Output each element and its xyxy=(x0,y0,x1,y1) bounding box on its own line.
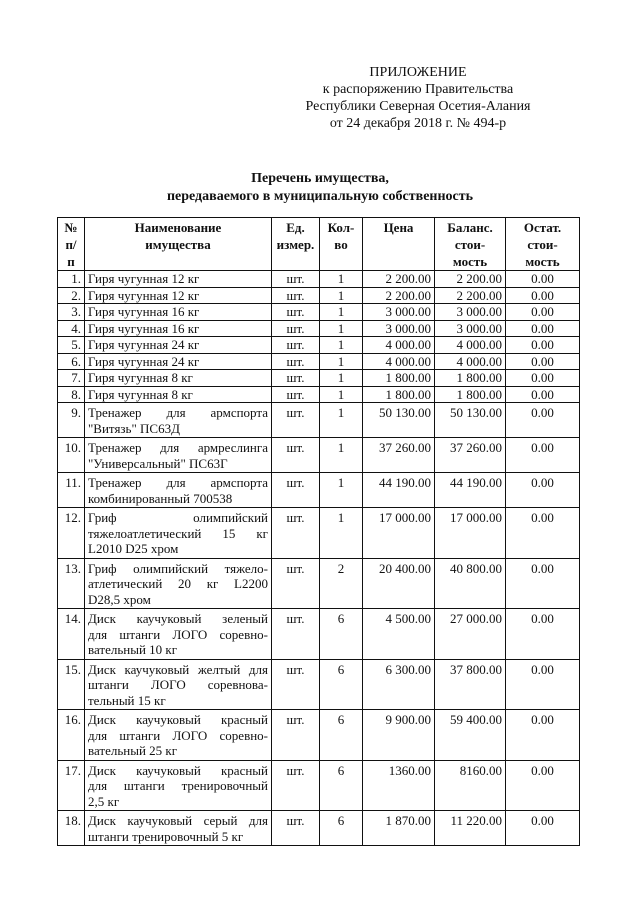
quantity: 6 xyxy=(320,609,363,660)
residual-value: 0.00 xyxy=(506,287,580,304)
residual-value: 0.00 xyxy=(506,473,580,508)
balance-value: 3 000.00 xyxy=(435,304,506,321)
quantity: 1 xyxy=(320,353,363,370)
table-row xyxy=(58,508,580,559)
unit-of-measure: шт. xyxy=(272,320,320,337)
column-header-line: Баланс. xyxy=(447,220,493,235)
item-name xyxy=(85,271,272,288)
column-header-line: Наименование xyxy=(134,220,222,235)
item-name-line: Тренажер для армспорта xyxy=(88,405,268,420)
price: 9 900.00 xyxy=(363,710,435,761)
residual-value: 0.00 xyxy=(506,320,580,337)
price: 4 000.00 xyxy=(363,337,435,354)
item-name-line: тельный 15 кг xyxy=(88,692,166,708)
row-number: 12. xyxy=(58,508,85,559)
item-name-line: комбинированный 700538 xyxy=(88,490,233,506)
row-number: 9. xyxy=(58,403,85,438)
item-name-line: Гиря чугунная 16 кг xyxy=(88,304,200,319)
price: 2 200.00 xyxy=(363,287,435,304)
item-name-line: Гриф олимпийский xyxy=(88,510,268,525)
item-name-line: Диск каучуковый красный xyxy=(88,762,268,778)
item-name xyxy=(85,659,272,710)
item-name-line: тяжелоатлетический 15 кг xyxy=(88,525,268,541)
table-body xyxy=(58,271,580,846)
table-row xyxy=(58,386,580,403)
unit-of-measure: шт. xyxy=(272,473,320,508)
column-header-line: мость xyxy=(452,254,488,269)
quantity: 1 xyxy=(320,508,363,559)
appendix-issuer: Республики Северная Осетия-Алания xyxy=(305,99,531,114)
residual-value: 0.00 xyxy=(506,760,580,811)
item-name-line: Гиря чугунная 8 кг xyxy=(88,386,193,402)
row-number: 18. xyxy=(58,811,85,846)
appendix-title: ПРИЛОЖЕНИЕ xyxy=(369,65,467,80)
item-name-line: Диск каучуковый зеленый xyxy=(88,611,268,626)
residual-value: 0.00 xyxy=(506,609,580,660)
balance-value: 4 000.00 xyxy=(435,353,506,370)
table-row xyxy=(58,558,580,609)
balance-value: 2 200.00 xyxy=(435,271,506,288)
item-name-line: Тренажер для армспорта xyxy=(88,475,268,490)
price: 20 400.00 xyxy=(363,558,435,609)
balance-value: 1 800.00 xyxy=(435,370,506,387)
item-name-line: Гиря чугунная 12 кг xyxy=(88,287,200,303)
column-header-unit xyxy=(272,218,320,271)
item-name-line: Диск каучуковый желтый для xyxy=(88,661,268,677)
balance-value: 4 000.00 xyxy=(435,337,506,354)
quantity: 6 xyxy=(320,811,363,846)
quantity: 1 xyxy=(320,304,363,321)
item-name-line: штанги тренировочный 5 кг xyxy=(88,828,244,844)
table-row xyxy=(58,473,580,508)
price: 6 300.00 xyxy=(363,659,435,710)
quantity: 1 xyxy=(320,473,363,508)
item-name xyxy=(85,710,272,761)
item-name-line: вательный 10 кг xyxy=(88,642,178,657)
table-row xyxy=(58,811,580,846)
column-header-line: измер. xyxy=(276,237,315,252)
price: 1360.00 xyxy=(363,760,435,811)
item-name xyxy=(85,811,272,846)
row-number: 14. xyxy=(58,609,85,660)
column-header-line: имущества xyxy=(145,237,211,252)
row-number: 5. xyxy=(58,337,85,354)
column-header-line: № xyxy=(64,220,78,235)
item-name-line: Гиря чугунная 8 кг xyxy=(88,370,193,385)
unit-of-measure: шт. xyxy=(272,337,320,354)
quantity: 1 xyxy=(320,386,363,403)
balance-value: 11 220.00 xyxy=(435,811,506,846)
unit-of-measure: шт. xyxy=(272,760,320,811)
unit-of-measure: шт. xyxy=(272,386,320,403)
column-header-line: Ед. xyxy=(286,220,305,235)
row-number: 11. xyxy=(58,473,85,508)
price: 50 130.00 xyxy=(363,403,435,438)
table-row xyxy=(58,287,580,304)
price: 3 000.00 xyxy=(363,304,435,321)
item-name-line: Тренажер для армреслинга xyxy=(88,440,268,455)
item-name-line: 2,5 кг xyxy=(88,793,120,809)
column-header-price xyxy=(363,218,435,271)
item-name-line: Гиря чугунная 12 кг xyxy=(88,271,200,286)
row-number: 7. xyxy=(58,370,85,387)
quantity: 1 xyxy=(320,403,363,438)
item-name-line: L2010 D25 хром xyxy=(88,541,179,556)
table-row xyxy=(58,337,580,354)
balance-value: 44 190.00 xyxy=(435,473,506,508)
table-row xyxy=(58,710,580,761)
unit-of-measure: шт. xyxy=(272,508,320,559)
residual-value: 0.00 xyxy=(506,271,580,288)
residual-value: 0.00 xyxy=(506,811,580,846)
balance-value: 50 130.00 xyxy=(435,403,506,438)
balance-value: 27 000.00 xyxy=(435,609,506,660)
item-name xyxy=(85,609,272,660)
item-name xyxy=(85,287,272,304)
item-name xyxy=(85,353,272,370)
residual-value: 0.00 xyxy=(506,558,580,609)
item-name-line: "Витязь" ПС63Д xyxy=(88,420,180,436)
unit-of-measure: шт. xyxy=(272,659,320,710)
item-name-line: Гиря чугунная 16 кг xyxy=(88,320,200,336)
quantity: 6 xyxy=(320,659,363,710)
column-header-name xyxy=(85,218,272,271)
quantity: 2 xyxy=(320,558,363,609)
price: 3 000.00 xyxy=(363,320,435,337)
balance-value: 1 800.00 xyxy=(435,386,506,403)
quantity: 6 xyxy=(320,760,363,811)
property-table xyxy=(57,217,580,846)
column-header-residual-value xyxy=(506,218,580,271)
balance-value: 17 000.00 xyxy=(435,508,506,559)
table-row xyxy=(58,304,580,321)
unit-of-measure: шт. xyxy=(272,353,320,370)
column-header-line: Остат. xyxy=(523,220,562,235)
column-header-line: стои- xyxy=(527,237,558,252)
unit-of-measure: шт. xyxy=(272,271,320,288)
row-number: 4. xyxy=(58,320,85,337)
price: 4 000.00 xyxy=(363,353,435,370)
price: 37 260.00 xyxy=(363,438,435,473)
table-row xyxy=(58,353,580,370)
item-name-line: атлетический 20 кг L2200 xyxy=(88,576,268,591)
residual-value: 0.00 xyxy=(506,659,580,710)
appendix-date-number: от 24 декабря 2018 г. № 494-р xyxy=(329,116,507,131)
table-row xyxy=(58,271,580,288)
table-row xyxy=(58,320,580,337)
residual-value: 0.00 xyxy=(506,508,580,559)
column-header-line: п xyxy=(67,254,75,269)
item-name-line: Гриф олимпийский тяжело- xyxy=(88,560,268,576)
item-name xyxy=(85,760,272,811)
quantity: 1 xyxy=(320,438,363,473)
unit-of-measure: шт. xyxy=(272,287,320,304)
balance-value: 3 000.00 xyxy=(435,320,506,337)
heading-line-1: Перечень имущества, xyxy=(251,171,389,186)
column-header-quantity xyxy=(320,218,363,271)
residual-value: 0.00 xyxy=(506,710,580,761)
quantity: 1 xyxy=(320,370,363,387)
item-name xyxy=(85,438,272,473)
item-name xyxy=(85,403,272,438)
column-header-line: Кол- xyxy=(327,220,355,235)
residual-value: 0.00 xyxy=(506,370,580,387)
table-row xyxy=(58,760,580,811)
row-number: 10. xyxy=(58,438,85,473)
unit-of-measure: шт. xyxy=(272,438,320,473)
item-name xyxy=(85,304,272,321)
residual-value: 0.00 xyxy=(506,386,580,403)
document-header xyxy=(268,64,568,132)
item-name-line: вательный 25 кг xyxy=(88,743,178,758)
balance-value: 8160.00 xyxy=(435,760,506,811)
unit-of-measure: шт. xyxy=(272,304,320,321)
item-name xyxy=(85,508,272,559)
item-name xyxy=(85,386,272,403)
price: 1 800.00 xyxy=(363,370,435,387)
table-row xyxy=(58,438,580,473)
table-header-row xyxy=(58,218,580,271)
column-header-number xyxy=(58,218,85,271)
unit-of-measure: шт. xyxy=(272,370,320,387)
table-row xyxy=(58,403,580,438)
price: 44 190.00 xyxy=(363,473,435,508)
balance-value: 37 800.00 xyxy=(435,659,506,710)
residual-value: 0.00 xyxy=(506,304,580,321)
item-name-line: "Универсальный" ПС63Г xyxy=(88,455,228,471)
quantity: 1 xyxy=(320,337,363,354)
item-name-line: штанги ЛОГО соревнова- xyxy=(88,677,268,692)
item-name xyxy=(85,370,272,387)
appendix-reference: к распоряжению Правительства xyxy=(322,82,514,97)
item-name xyxy=(85,558,272,609)
table-row xyxy=(58,609,580,660)
row-number: 8. xyxy=(58,386,85,403)
unit-of-measure: шт. xyxy=(272,811,320,846)
unit-of-measure: шт. xyxy=(272,609,320,660)
unit-of-measure: шт. xyxy=(272,710,320,761)
price: 1 870.00 xyxy=(363,811,435,846)
row-number: 6. xyxy=(58,353,85,370)
column-header-line: во xyxy=(334,237,348,252)
item-name-line: Гиря чугунная 24 кг xyxy=(88,353,200,369)
balance-value: 40 800.00 xyxy=(435,558,506,609)
unit-of-measure: шт. xyxy=(272,403,320,438)
quantity: 1 xyxy=(320,320,363,337)
item-name xyxy=(85,320,272,337)
balance-value: 2 200.00 xyxy=(435,287,506,304)
item-name-line: Диск каучуковый серый для xyxy=(88,813,268,828)
price: 1 800.00 xyxy=(363,386,435,403)
price: 2 200.00 xyxy=(363,271,435,288)
row-number: 17. xyxy=(58,760,85,811)
column-header-line: Цена xyxy=(383,220,414,235)
balance-value: 59 400.00 xyxy=(435,710,506,761)
item-name-line: для штанги ЛОГО соревно- xyxy=(88,626,268,642)
column-header-line: стои- xyxy=(454,237,486,252)
price: 4 500.00 xyxy=(363,609,435,660)
column-header-line: мость xyxy=(525,254,560,269)
column-header-line: п/ xyxy=(65,237,77,252)
row-number: 15. xyxy=(58,659,85,710)
row-number: 16. xyxy=(58,710,85,761)
item-name xyxy=(85,337,272,354)
residual-value: 0.00 xyxy=(506,337,580,354)
column-header-balance-value xyxy=(435,218,506,271)
table-row xyxy=(58,370,580,387)
row-number: 2. xyxy=(58,287,85,304)
table-row xyxy=(58,659,580,710)
residual-value: 0.00 xyxy=(506,438,580,473)
row-number: 1. xyxy=(58,271,85,288)
residual-value: 0.00 xyxy=(506,353,580,370)
document-heading xyxy=(0,170,640,206)
row-number: 13. xyxy=(58,558,85,609)
quantity: 6 xyxy=(320,710,363,761)
row-number: 3. xyxy=(58,304,85,321)
item-name-line: Гиря чугунная 24 кг xyxy=(88,337,200,352)
item-name-line: для штанги тренировочный xyxy=(88,778,268,793)
item-name xyxy=(85,473,272,508)
balance-value: 37 260.00 xyxy=(435,438,506,473)
quantity: 1 xyxy=(320,271,363,288)
heading-line-2: передаваемого в муниципальную собственность xyxy=(166,189,474,204)
item-name-line: Диск каучуковый красный xyxy=(88,712,268,727)
price: 17 000.00 xyxy=(363,508,435,559)
residual-value: 0.00 xyxy=(506,403,580,438)
item-name-line: для штанги ЛОГО соревно- xyxy=(88,727,268,743)
unit-of-measure: шт. xyxy=(272,558,320,609)
quantity: 1 xyxy=(320,287,363,304)
item-name-line: D28,5 хром xyxy=(88,591,151,607)
